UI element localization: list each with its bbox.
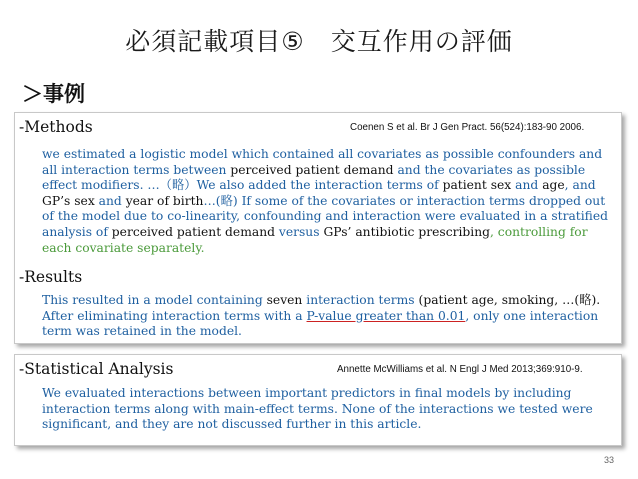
text-run: and the covariates as possible effect modifiers. …（略）We also added the interaction terms of [42,162,586,193]
text-run: versus [274,224,324,239]
text-run: perceived patient demand [111,224,275,239]
text-run: GPs’ antibiotic prescribing [323,224,490,239]
example-box-statistical-analysis [14,354,622,446]
results-heading: -Results [19,268,83,286]
text-run: …(略) If some of the covariates or interaction terms dropped out of the model due to co-linearity, confounding and interaction were evaluated in a stratified analysis of [42,193,609,239]
statistical-analysis-paragraph: We evaluated interactions between important predictors in final models by including interaction terms along with main-effect terms. None of the interactions we tested were significant, and they are not discussed further in this article. [42,386,593,432]
results-paragraph [42,293,616,340]
text-run: year of birth [125,193,204,208]
statistical-analysis-citation: Annette McWilliams et al. N Engl J Med 2013;369:910-9. [337,364,583,375]
text-run: we estimated a logistic model which contained all covariates as possible confounders and all interaction terms between [42,147,603,177]
text-run: , controlling for each covariate separately. [42,224,588,255]
text-run: and [94,193,126,208]
text-run: , and [564,178,596,193]
text-run: patient sex [442,178,512,193]
statistical-analysis-heading: -Statistical Analysis [19,360,174,378]
slide-title: 必須記載項目⑤ 交互作用の評価 [125,27,513,56]
text-run: After eliminating interaction terms with a [42,308,307,323]
text-run: This resulted in a model containing [42,293,267,307]
text-run: , only one interaction term was retained in the model. [42,308,599,339]
section-subtitle: ＞事例 [22,82,85,106]
example-box-methods-results [14,112,622,344]
text-run: GP’s sex [42,193,95,208]
text-run: P-value greater than 0.01 [306,308,466,323]
text-run: perceived patient demand [230,162,394,177]
text-run: (patient age, smoking, …(略). [418,293,601,307]
methods-heading: -Methods [19,118,93,136]
text-run: interaction terms [302,293,419,307]
text-run: and [511,178,543,193]
text-run: age [542,178,565,193]
page-number: 33 [603,455,614,465]
methods-paragraph [42,147,616,256]
text-run: seven [266,293,303,307]
methods-citation: Coenen S et al. Br J Gen Pract. 56(524):183-90 2006. [350,122,585,133]
